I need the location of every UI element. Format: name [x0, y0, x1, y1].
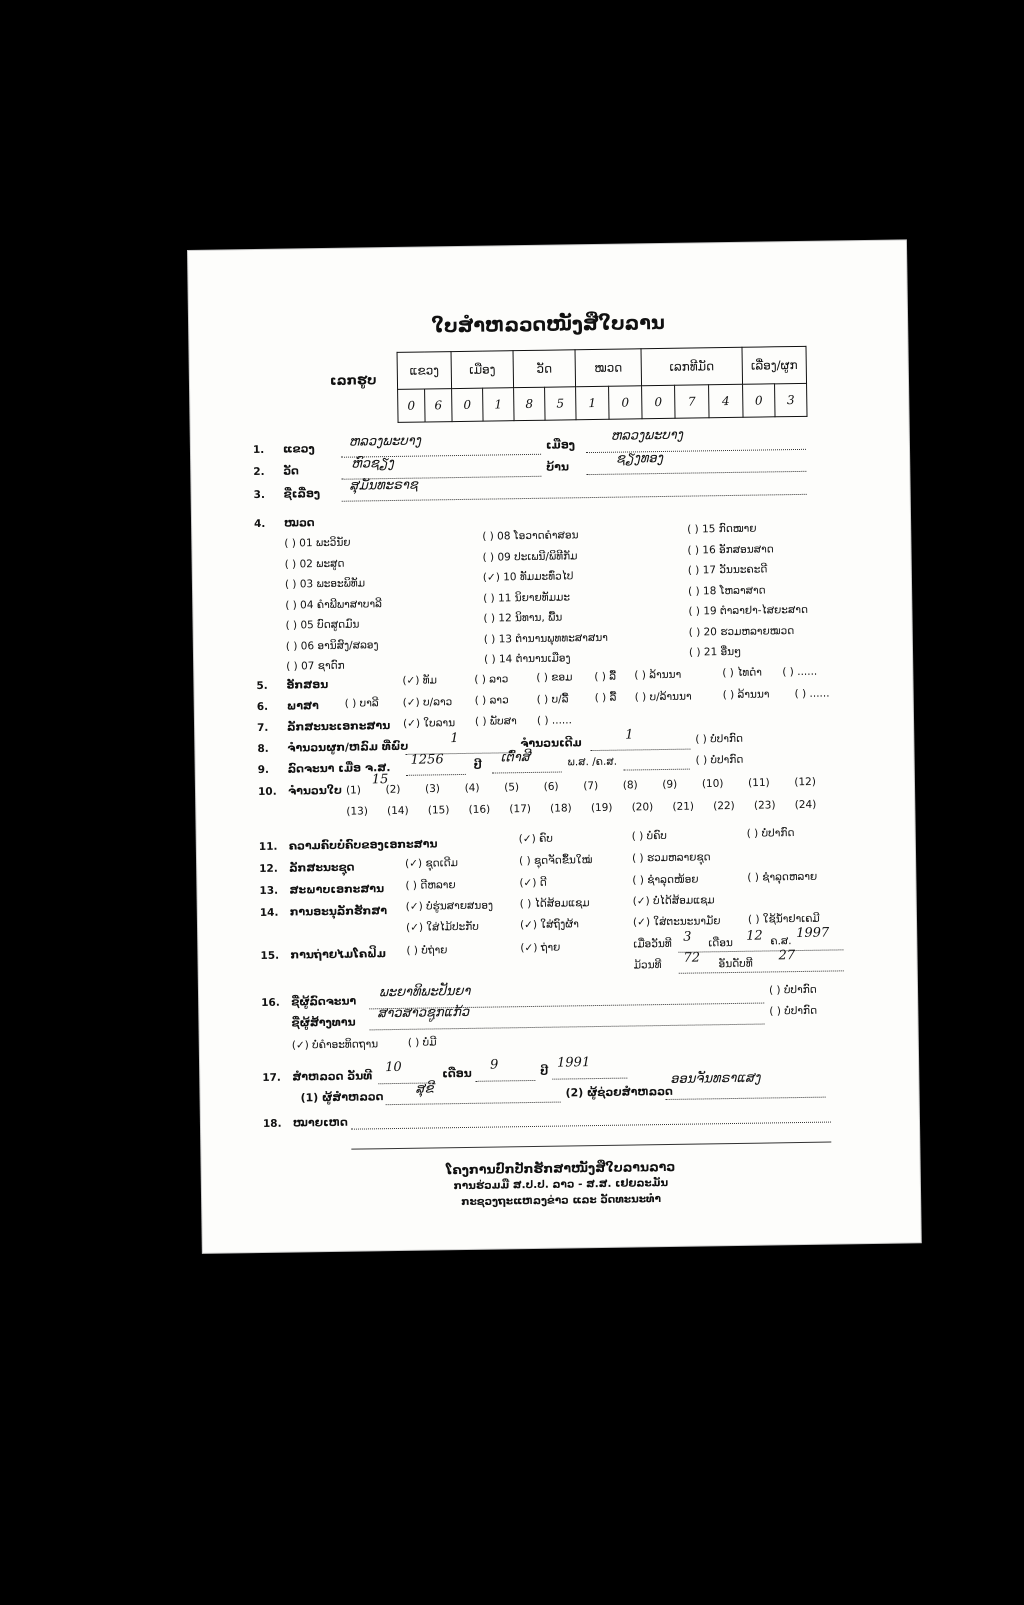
preservation-option[interactable]: ( ) ໃຊ້ນ້ຳຢາເຄມີ	[747, 912, 820, 926]
code-header: ໝວດ	[575, 349, 642, 387]
filmed-month-value[interactable]: 12	[746, 928, 763, 944]
dotted-line	[342, 494, 807, 502]
folio-box[interactable]: (19)	[590, 801, 613, 815]
sponsor-label: ຊື່ຜູ້ສ້າງທານ	[291, 1015, 356, 1030]
category-option[interactable]: ( ) 07 ຊາດົກ	[286, 659, 345, 673]
language-option[interactable]: ( ) ລ້ານນາ	[722, 688, 770, 702]
survey-date-label: ສຳຫລວດ ວັນທີ	[292, 1069, 373, 1084]
filmed-year-value[interactable]: 1997	[796, 925, 830, 942]
filmed-year-label: ຄ.ສ.	[770, 935, 792, 948]
doc-type-option[interactable]: ( ) ພັບສາ	[474, 715, 517, 728]
language-option[interactable]: (✓) ບ/ລາວ	[402, 696, 453, 709]
footer	[202, 1155, 921, 1214]
category-option[interactable]: ( ) 16 ອັກສອນສາດ	[687, 542, 774, 557]
language-option[interactable]: ( ) ລື້	[594, 691, 617, 705]
dotted-line	[666, 1097, 826, 1100]
dotted-line	[492, 772, 562, 774]
code-digit: 1	[576, 386, 609, 419]
field-number: 11.	[258, 840, 278, 854]
script-option[interactable]: ( ) ໄທດຳ	[722, 666, 763, 680]
composed-year-value[interactable]: 1256	[410, 752, 444, 768]
sequence-value[interactable]: 27	[778, 948, 796, 964]
language-label: ພາສາ	[286, 699, 319, 713]
category-option[interactable]: ( ) 15 ກົດໝາຍ	[687, 522, 757, 536]
category-option[interactable]: ( ) 20 ຮວມຫລາຍໝວດ	[688, 624, 795, 639]
category-option[interactable]: ( ) 12 ນິທານ, ພື້ນ	[483, 611, 563, 625]
code-digit: 8	[514, 387, 545, 420]
completeness-option[interactable]: ( ) ບໍ່ປາກົດ	[746, 827, 795, 840]
completeness-label: ຄວາມຄົບບໍ່ຄົບຂອງເອກະສານ	[288, 837, 438, 853]
script-option[interactable]: (✓) ທັມ	[402, 674, 438, 687]
field-number: 7.	[256, 721, 269, 735]
code-digit: 4	[709, 384, 743, 418]
code-digit: 0	[642, 385, 675, 418]
category-option[interactable]: ( ) 08 ໂອວາດຄຳສອນ	[482, 529, 579, 543]
composed-date-label: ລົດຈະນາ ເມື່ອ ຈ.ສ.	[287, 761, 391, 776]
bundle-count-label: ຈຳນວນຜູກ/ຫລົມ ທີ່ພົບ	[287, 739, 409, 755]
dotted-line	[475, 1080, 535, 1082]
village-value[interactable]: ຊຽງທອງ	[616, 450, 664, 467]
field-number: 10.	[257, 785, 277, 799]
preservation-label: ການອະນຸລັກຮັກສາ	[289, 904, 388, 919]
language-option[interactable]: ( ) ບ/ລື້	[536, 693, 569, 706]
folio-box[interactable]: (18)	[550, 802, 572, 815]
district-value[interactable]: ຫລວງພະບາງ	[610, 427, 684, 444]
original-count-label: ຈຳນວນເດີມ	[520, 736, 582, 751]
folio-box[interactable]: (21)	[672, 800, 695, 813]
original-count-value[interactable]: 1	[625, 727, 634, 743]
set-type-label: ລັກສະນະຊຸດ	[289, 860, 355, 875]
code-digit: 0	[398, 389, 425, 422]
reel-label: ມ້ວນທີ	[633, 959, 662, 972]
village-label: ບ້ານ	[546, 460, 570, 474]
survey-year-value[interactable]: 1991	[556, 1055, 591, 1071]
survey-day-value[interactable]: 10	[385, 1059, 402, 1076]
assistant-value[interactable]: ອອນຈັນທຣາແສງ	[670, 1070, 761, 1087]
field-number: 16.	[261, 996, 280, 1009]
folio-box[interactable]: (11)	[748, 776, 770, 790]
set-type-option[interactable]: ( ) ຊຸດຈັດຂຶ້ນໃໝ່	[518, 854, 593, 868]
category-label: ໝວດ	[283, 516, 315, 530]
preservation-option[interactable]: ( ) ໄດ້ສ້ອມແຊມ	[519, 897, 590, 911]
filmed-month-label: ເດືອນ	[708, 936, 733, 950]
not-shown-option[interactable]: ( ) ບໍ່ປາກົດ	[695, 732, 744, 746]
code-header: ວັດ	[513, 350, 576, 388]
story-title-label: ຊື່ເລື່ອງ	[283, 487, 321, 501]
folio-box[interactable]: (17)	[509, 802, 532, 816]
author-value[interactable]: ພະຍາທິພະປັນຍາ	[378, 983, 471, 1001]
language-option[interactable]: ( ) ບາລີ	[344, 697, 379, 710]
category-option[interactable]: ( ) 19 ຕຳລາຢາ-ໄສຍະສາດ	[688, 603, 809, 618]
folio-row-1	[346, 776, 816, 797]
field-number: 12.	[259, 862, 278, 876]
category-option[interactable]: ( ) 02 ພະສູດ	[284, 557, 345, 571]
surveyor-label: (1) ຜູ້ສຳຫລວດ	[300, 1090, 384, 1105]
category-column-3	[687, 518, 809, 663]
dotted-line	[370, 1024, 765, 1031]
script-option[interactable]: ( ) ລ້ານນາ	[634, 668, 682, 682]
doc-type-option[interactable]: ( ) ......	[536, 714, 573, 727]
era-label: ພ.ສ. /ຄ.ສ.	[567, 755, 618, 769]
form-title: ໃບສຳຫລວດໜັງສືໃບລານ	[431, 311, 665, 338]
survey-month-value[interactable]: 9	[489, 1057, 499, 1073]
code-digit: 0	[609, 386, 642, 419]
folio-box[interactable]: (20)	[631, 801, 654, 814]
language-option[interactable]: ( ) ລາວ	[474, 694, 509, 707]
survey-year-label: ປີ	[540, 1064, 549, 1078]
district-label: ເມືອງ	[545, 438, 576, 452]
completeness-option[interactable]: (✓) ຄົບ	[518, 832, 553, 846]
code-digit: 3	[775, 383, 807, 416]
field-number: 3.	[253, 488, 266, 502]
category-option[interactable]: ( ) 17 ວັນນະຄະດີ	[687, 563, 768, 577]
folio-box[interactable]: (1)	[345, 784, 362, 797]
category-option[interactable]: ( ) 09 ປະເພນີ/ພິທີກັມ	[482, 549, 578, 564]
preservation-option[interactable]: (✓) ບໍ່ໄດ້ສ້ອມແຊມ	[632, 894, 715, 908]
field-number: 1.	[252, 443, 265, 457]
category-column-2	[482, 525, 608, 670]
remarks-line[interactable]	[351, 1122, 831, 1130]
code-digit: 0	[452, 388, 483, 421]
dotted-line	[679, 970, 844, 973]
script-label: ອັກສອນ	[286, 677, 329, 692]
code-label: ເລກຮູບ	[329, 373, 377, 389]
story-title-value[interactable]: ສຸມັນທະຣາຊ	[349, 477, 418, 494]
folio-box[interactable]: (6)	[543, 780, 559, 793]
dotted-line	[552, 1078, 627, 1080]
language-option[interactable]: ( ) ......	[794, 687, 830, 701]
category-column-1	[284, 532, 383, 677]
remarks-label: ໝາຍເຫດ	[292, 1115, 348, 1130]
survey-form-sheet	[188, 240, 921, 1253]
field-number: 5.	[256, 679, 268, 693]
condition-option[interactable]: (✓) ດີ	[519, 876, 547, 890]
condition-option[interactable]: ( ) ຊຳລຸດໜ້ອຍ	[632, 873, 699, 887]
field-number: 4.	[253, 517, 266, 531]
footer-ministry: ກະຊວງຖະແຫລງຂ່າວ ແລະ ວັດທະນະທຳ	[461, 1193, 662, 1209]
category-option[interactable]: ( ) 03 ພະອະພິທັມ	[284, 577, 366, 591]
reel-value[interactable]: 72	[683, 950, 701, 966]
folio-row-2	[346, 799, 816, 818]
dotted-line	[678, 949, 843, 952]
set-type-option[interactable]: ( ) ຮວມຫລາຍຊຸດ	[631, 851, 711, 865]
code-digit: 0	[743, 384, 775, 417]
condition-option[interactable]: ( ) ຊຳລຸດຫລາຍ	[747, 870, 818, 884]
category-option[interactable]: ( ) 21 ອື່ນໆ	[688, 645, 742, 659]
doc-type-label: ລັກສະນະເອກະສານ	[286, 719, 391, 734]
folio-box[interactable]: (7)	[583, 779, 599, 793]
folio-box[interactable]: (12)	[794, 775, 817, 789]
category-option[interactable]: ( ) 11 ນິຍາຍທັມມະ	[483, 590, 571, 605]
folio-box[interactable]: (2)	[385, 783, 401, 796]
preservation-option[interactable]: (✓) ໃສ່ຕະນະນາມັຍ	[632, 915, 721, 929]
folio-box[interactable]: (3)	[424, 782, 441, 796]
prayer-option[interactable]: (✓) ບໍ່ຄຳອະທິດຖານ	[291, 1038, 379, 1052]
prayer-option[interactable]: ( ) ບໍ່ມີ	[407, 1036, 437, 1049]
footer-project: ໂຄງການປົກປັກຮັກສາໜັງສືໃບລານລາວ	[445, 1158, 676, 1178]
code-header: ເລື່ອງ/ຜູກ	[742, 346, 807, 384]
category-option[interactable]: ( ) 13 ຕຳນານພຸທທະສາສນາ	[483, 631, 608, 646]
code-digit: 7	[675, 385, 709, 419]
code-digit: 1	[483, 388, 514, 421]
preservation-option[interactable]: (✓) ໃສ່ຖົງຜ້າ	[519, 918, 579, 932]
filmed-day-label: ເມື່ອວັນທີ	[633, 937, 672, 951]
folio-box[interactable]: (10)	[701, 777, 724, 791]
folio-box[interactable]: (8)	[622, 779, 638, 792]
temple-value[interactable]: ຫົວຊຽງ	[351, 455, 394, 472]
category-option[interactable]: ( ) 14 ຕຳນານເມືອງ	[484, 652, 571, 666]
author-label: ຊື່ຜູ້ລົດຈະນາ	[291, 994, 357, 1009]
field-number: 17.	[262, 1071, 281, 1084]
microfilm-option[interactable]: (✓) ຖ່າຍ	[520, 941, 561, 955]
code-table	[397, 346, 808, 423]
folio-box[interactable]: (23)	[753, 799, 776, 812]
dotted-line	[586, 471, 806, 475]
survey-month-label: ເດືອນ	[442, 1066, 472, 1081]
condition-option[interactable]: ( ) ດີຫລາຍ	[405, 879, 456, 892]
dotted-line	[624, 769, 690, 771]
microfilm-option[interactable]: ( ) ບໍ່ຖ່າຍ	[406, 944, 448, 957]
cycle-year-label: ປີ	[473, 758, 482, 772]
filmed-day-value[interactable]: 3	[683, 929, 692, 945]
folio-box[interactable]: (16)	[468, 803, 491, 816]
folio-count-label: ຈຳນວນໃບ	[287, 783, 343, 798]
province-value[interactable]: ຫລວງພະບາງ	[348, 433, 422, 450]
completeness-option[interactable]: ( ) ບໍ່ຄົບ	[631, 829, 668, 843]
cycle-year-value[interactable]: ເຕົ່າສີ	[500, 749, 531, 766]
field-number: 15.	[260, 949, 280, 963]
field-number: 6.	[256, 700, 269, 714]
surveyor-value[interactable]: ສຸຂີ	[415, 1081, 434, 1097]
folio-box[interactable]: (13)	[346, 805, 368, 818]
folio-box[interactable]: (14)	[387, 804, 409, 818]
remarks-line[interactable]	[351, 1142, 831, 1150]
dotted-line	[406, 774, 466, 776]
folio-box[interactable]: (9)	[662, 778, 678, 791]
category-option[interactable]: ( ) 18 ໂຫລາສາດ	[688, 583, 766, 598]
category-option[interactable]: ( ) 04 ຄຳພີພາສາບາລີ	[285, 597, 382, 612]
code-header: ເມືອງ	[451, 351, 514, 389]
code-header: ເລກທີມັດ	[641, 347, 743, 385]
sequence-label: ອັນດັບທີ	[718, 957, 753, 971]
script-option[interactable]: ( ) ຂອມ	[536, 671, 573, 684]
folio-box[interactable]: (15)	[427, 804, 450, 817]
dotted-line	[590, 749, 690, 751]
field-number: 2.	[253, 465, 265, 479]
folio-count-value[interactable]: 15	[371, 772, 389, 788]
code-digit: 6	[425, 389, 452, 422]
field-number: 13.	[259, 884, 279, 898]
category-option[interactable]: ( ) 05 ບົດສູດມົນ	[285, 618, 360, 632]
province-label: ແຂວງ	[282, 442, 315, 456]
code-digit: 5	[545, 387, 576, 420]
script-option[interactable]: ( ) ລື້	[594, 670, 617, 684]
folio-box[interactable]: (5)	[504, 781, 520, 794]
folio-box[interactable]: (24)	[794, 798, 817, 812]
field-number: 18.	[262, 1117, 282, 1130]
footer-cooperation: ການຮ່ວມມື ສ.ປ.ປ. ລາວ - ສ.ສ. ເຢຍລະມັນ	[453, 1176, 669, 1193]
category-option[interactable]: ( ) 01 ພະວິນັຍ	[284, 536, 351, 550]
microfilm-label: ການຖ່າຍໄມໂຄຟິມ	[290, 947, 387, 962]
assistant-label: (2) ຜູ້ຊ່ວຍສຳຫລວດ	[565, 1084, 673, 1100]
not-shown-option[interactable]: ( ) ບໍ່ປາກົດ	[695, 753, 744, 767]
code-header: ແຂວງ	[397, 352, 452, 390]
not-shown-option[interactable]: ( ) ບໍ່ປາກົດ	[768, 983, 817, 997]
preservation-option[interactable]: (✓) ບໍ່ຮູ່ນສາຍສນອງ	[405, 899, 494, 913]
set-type-option[interactable]: (✓) ຊຸດເດີມ	[405, 857, 459, 870]
folio-box[interactable]: (22)	[713, 799, 735, 813]
bundle-count-value[interactable]: 1	[450, 731, 459, 747]
doc-type-option[interactable]: (✓) ໃບລານ	[402, 717, 456, 730]
category-option[interactable]: ( ) 06 ອານິສົງ/ສລອງ	[285, 638, 379, 653]
category-option-selected[interactable]: (✓) 10 ທັມມະທົ່ວໄປ	[482, 570, 574, 584]
script-option[interactable]: ( ) ລາວ	[474, 673, 509, 686]
folio-box[interactable]: (4)	[464, 782, 480, 795]
not-shown-option[interactable]: ( ) ບໍ່ປາກົດ	[769, 1004, 818, 1018]
sponsor-value[interactable]: ສາວສາວຊູກແກ້ວ	[377, 1004, 470, 1022]
field-number: 14.	[259, 906, 279, 920]
field-number: 9.	[257, 763, 270, 777]
script-option[interactable]: ( ) ......	[782, 665, 818, 679]
temple-label: ວັດ	[283, 464, 299, 478]
dotted-line	[386, 1102, 561, 1106]
language-option[interactable]: ( ) ບ/ລ້ານນາ	[634, 690, 692, 704]
preservation-option[interactable]: (✓) ໃສ່ໄມ້ປະກັບ	[405, 920, 479, 934]
field-number: 8.	[257, 742, 269, 756]
condition-label: ສະພາບເອກະສານ	[289, 882, 385, 897]
